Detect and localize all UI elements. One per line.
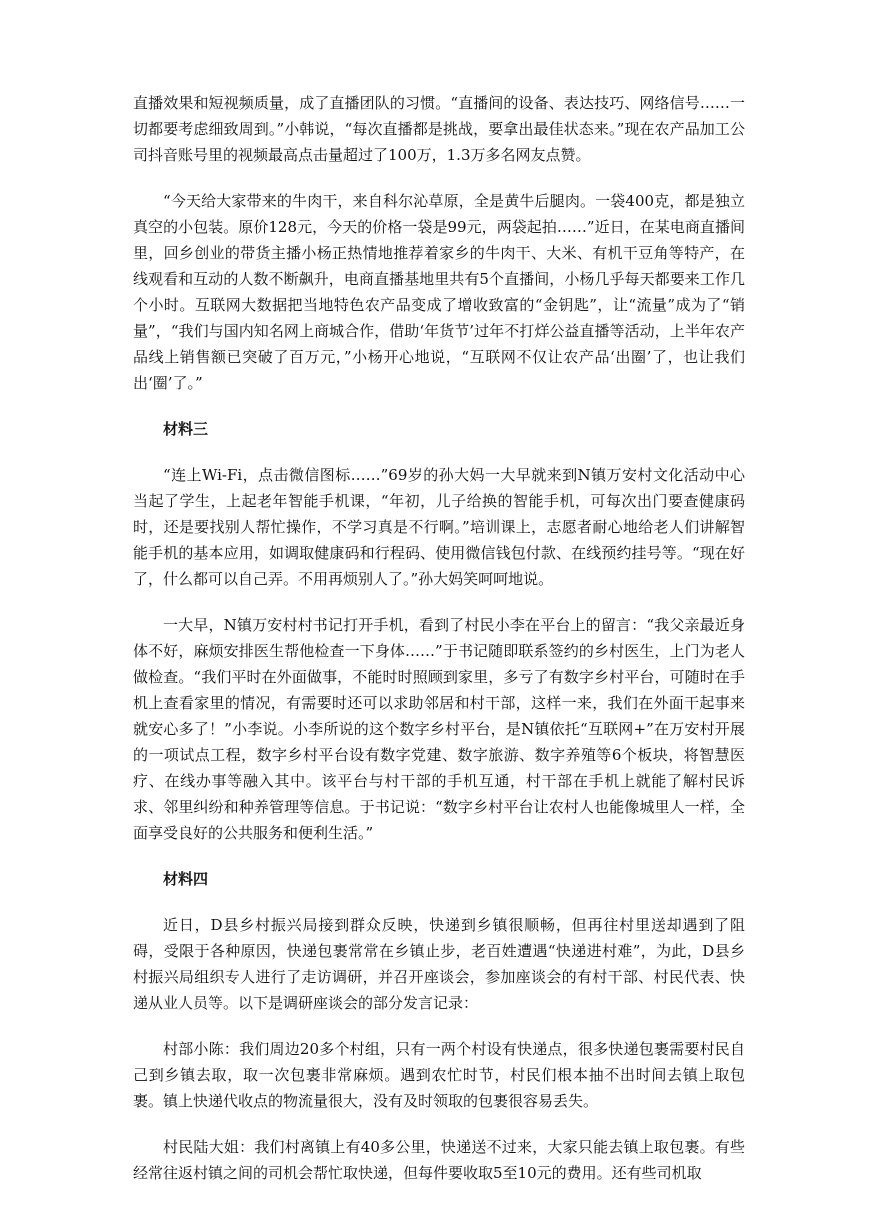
document-page <box>133 90 745 1206</box>
paragraph: 村民陆大姐：我们村离镇上有40多公里，快递送不过来，大家只能去镇上取包裹。有些经常往返村镇之间的司机会帮忙取快递，但每件要收取5至10元的费用。还有些司机取 <box>133 1138 745 1182</box>
section-heading: 材料四 <box>163 870 209 888</box>
paragraph: 直播效果和短视频质量，成了直播团队的习惯。“直播间的设备、表达技巧、网络信号……一切都要考虑细致周到。”小韩说，“每次直播都是挑战，要拿出最佳状态来。”现在农产品加工公司抖音账号里的视频最高点击量超过了100万，1.3万多名网友点赞。 <box>133 94 745 164</box>
paragraph: 一大早，N镇万安村村书记打开手机，看到了村民小李在平台上的留言：“我父亲最近身体不好，麻烦安排医生帮他检查一下身体……”于书记随即联系签约的乡村医生，上门为老人做检查。“我们平时在外面做事，不能时时照顾到家里，多亏了有数字乡村平台，可随时在手机上查看家里的情况，有需要时还可以求助邻居和村干部，这样一来，我们在外面干起事来就安心多了！”小李说。小李所说的这个数字乡村平台，是N镇依托“互联网+”在万安村开展的一项试点工程，数字乡村平台设有数字党建、数字旅游、数字养殖等6个板块，将智慧医疗、在线办事等融入其中。该平台与村干部的手机互通，村干部在手机上就能了解村民诉求、邻里纠纷和种养管理等信息。于书记说：“数字乡村平台让农村人也能像城里人一样，全面享受良好的公共服务和便利生活。” <box>133 616 745 842</box>
paragraph: “连上Wi-Fi，点击微信图标……”69岁的孙大妈一大早就来到N镇万安村文化活动中心当起了学生，上起老年智能手机课，“年初，儿子给换的智能手机，可每次出门要查健康码时，还是要找别人帮忙操作，不学习真是不行啊。”培训课上，志愿者耐心地给老人们讲解智能手机的基本应用，如调取健康码和行程码、使用微信钱包付款、在线预约挂号等。“现在好了，什么都可以自己弄。不用再烦别人了。”孙大妈笑呵呵地说。 <box>133 466 745 588</box>
paragraph: 近日，D县乡村振兴局接到群众反映，快递到乡镇很顺畅，但再往村里送却遇到了阻碍，受限于各种原因，快递包裹常常在乡镇止步，老百姓遭遇“快递进村难”，为此，D县乡村振兴局组织专人进行了走访调研，并召开座谈会，参加座谈会的有村干部、村民代表、快递从业人员等。以下是调研座谈会的部分发言记录： <box>133 916 745 1012</box>
section-heading: 材料三 <box>163 420 209 438</box>
paragraph: “今天给大家带来的牛肉干，来自科尔沁草原，全是黄牛后腿肉。一袋400克，都是独立真空的小包装。原价128元，今天的价格一袋是99元，两袋起拍……”近日，在某电商直播间里，回乡创业的带货主播小杨正热情地推荐着家乡的牛肉干、大米、有机干豆角等特产，在线观看和互动的人数不断飙升，电商直播基地里共有5个直播间，小杨几乎每天都要来工作几个小时。互联网大数据把当地特色农产品变成了增收致富的“金钥匙”，让“流量”成为了“销量”，“我们与国内知名网上商城合作，借助‘年货节’过年不打烊公益直播等活动，上半年农产品线上销售额已突破了百万元，”小杨开心地说，“互联网不仅让农产品‘出圈’了，也让我们出‘圈’了。” <box>133 192 745 392</box>
paragraph: 村部小陈：我们周边20多个村组，只有一两个村设有快递点，很多快递包裹需要村民自己到乡镇去取，取一次包裹非常麻烦。遇到农忙时节，村民们根本抽不出时间去镇上取包裹。镇上快递代收点的物流量很大，没有及时领取的包裹很容易丢失。 <box>133 1040 745 1110</box>
